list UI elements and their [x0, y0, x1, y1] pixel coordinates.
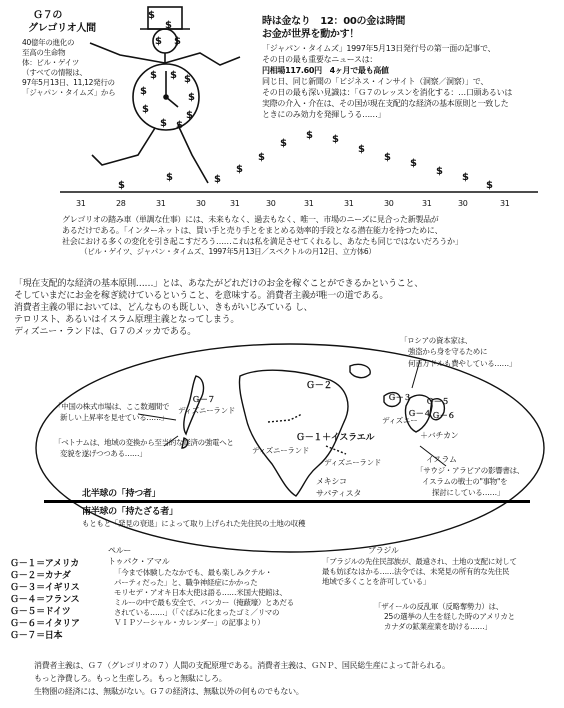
- label-g7: Ｇ－７: [192, 395, 216, 404]
- label-disney-2: ディズニーランド: [252, 446, 309, 455]
- peru-name: トゥパク・アマル: [108, 557, 170, 566]
- north-title: 北半球の「持つ者」: [82, 489, 161, 499]
- label-g4: Ｇ－４: [408, 409, 432, 418]
- timeline-labels: 31 28 31 30 31 30 31 31 30 31 30 31: [76, 199, 510, 208]
- south-desc: もともと「発見の衰退」によって取り上げられた先住民の土地の収穫: [82, 519, 306, 528]
- clock-man-illustration: [80, 5, 260, 193]
- equator-line: [44, 500, 530, 503]
- label-disney-3: ディズニーランド: [324, 458, 381, 467]
- headline-line1: 時は金なり 12：00の金は時間: [262, 16, 406, 27]
- label-disney-4: ディズニー: [382, 416, 418, 425]
- headline-line2: お金が世界を動かす！: [262, 29, 359, 40]
- label-zapatista: サパティスタ: [316, 489, 362, 498]
- caption-lines: 40億年の進化の 至高の生命物 体：ビル・ゲイツ （すべての情報は、 97年5月13日、11,12発行の 「ジャパン・タイムズ」から: [22, 38, 116, 97]
- principle-paragraph: 「現在支配的な経済の基本原則……」とは、あなたがどれだけのお金を稼ぐことができるかということ、 そしていまだにお金を稼ぎ続けているということ、を意味する。消費者主義が唯一の道である。 消費者主義の罪においては、どんなものも既しい、きもがいじみている し、 テロリスト、あるいはイスラム原理主義となってしまう。 ディズニー・ランドは、Ｇ７のメッカである。: [14, 279, 423, 337]
- label-g3: Ｇ－３: [388, 393, 412, 402]
- label-vatican: ＋バチカン: [420, 431, 459, 440]
- zaire-quote: 「ザイールの反乱軍（反略奪勢力）は、 25の選挙の人生を経した時のアメリカと カナダの鉱業産業を助ける……」: [374, 602, 515, 631]
- label-disney-1: ディズニーランド: [178, 406, 235, 415]
- peru-quote: 「今まで体験したなかでも、最も楽しみクテル・ パーティだった」と、職争神経症にかかった モリセデ・アオキ日本大使は語る……米国大使館は、 ミルーの中で最も安全で、バンカー（掩蔽壕）とあだる されている……」（「ぐぱみに化まったゴミ／リマの ＶＩＰソーシャル・カレンダー」の記事より）: [114, 568, 294, 627]
- brazil-header: ブラジル: [368, 546, 399, 555]
- label-g2: Ｇ－２: [306, 381, 333, 391]
- peru-header: ペルー: [108, 546, 132, 555]
- label-g6: Ｇ－６: [432, 411, 456, 420]
- g-legend: Ｇ－１＝アメリカ Ｇ－２＝カナダ Ｇ－３＝イギリス Ｇ－４＝フランス Ｇ－５＝ドイツ Ｇ－６＝イタリア Ｇ－７＝日本: [10, 559, 80, 641]
- brazil-quote: 「ブラジルの先住民部族が、最遠され、土地の支配に対して 最も妨ぼなはかる……法令では、未発見の所有的な先住民 地域で多くことを許可している」: [322, 557, 517, 586]
- caption-title-g7: Ｇ７の: [33, 10, 63, 21]
- caption-title-gregorian: グレゴリオ人間: [28, 23, 96, 34]
- article-lines: 「ジャパン・タイムズ」1997年5月13日発行号の第一面の記事で、 その日の最も重要なニュースは： 円相場117.60円 4ヶ月で最も高値 同じ日、同じ新聞の「ビジネス・インサイト（洞察／洞察）」で、 その日の最も深い見識は：「Ｇ７のレッスンを消化する：…口頭あるいは 実際の介入・介在は、その国が現在支配的な経済の基本原則と一致した ときにのみ効力を発揮しうる……」: [262, 44, 513, 119]
- label-g1-israel: Ｇ－１＋イスラエル: [296, 433, 375, 443]
- label-g5: Ｇ－５: [426, 397, 450, 406]
- south-title: 南半球の「持たざる者」: [82, 507, 178, 517]
- label-mexico: メキシコ: [316, 477, 347, 486]
- islam-label: イスラム: [426, 455, 457, 464]
- russia-note: 「ロシアの資本家は、 強盗から身を守るために 何百万ドルも費やしている……」: [400, 336, 516, 368]
- gregorian-paragraph: グレゴリオの踏み車（単調な仕事）には、未来もなく、過去もなく、唯一、市場のニーズに見合った新製品が あるだけである。「インターネットは、買い手と売り手とをまとめる効率的手段となる潜在能力を持つために、 社会における多くの変化を引き起こすだろう……これは私を満足させてくれるし、あなたも同じではないだろうか」 （ビル・ゲイツ、ジャパン・タイムズ、1997年5月13日／スペクトルの月12日、立方体6）: [62, 215, 463, 256]
- footer-paragraph: 消費者主義は、Ｇ７（グレゴリオの７）人間の支配原理である。消費者主義は、ＧＮＰ、国民総生産によって計られる。 もっと浄費しろ。もっと生産しろ。もっと無駄にしろ。 生物圏の経済には、無駄がない。Ｇ７の経済は、無駄以外の何ものでもない。: [34, 661, 450, 696]
